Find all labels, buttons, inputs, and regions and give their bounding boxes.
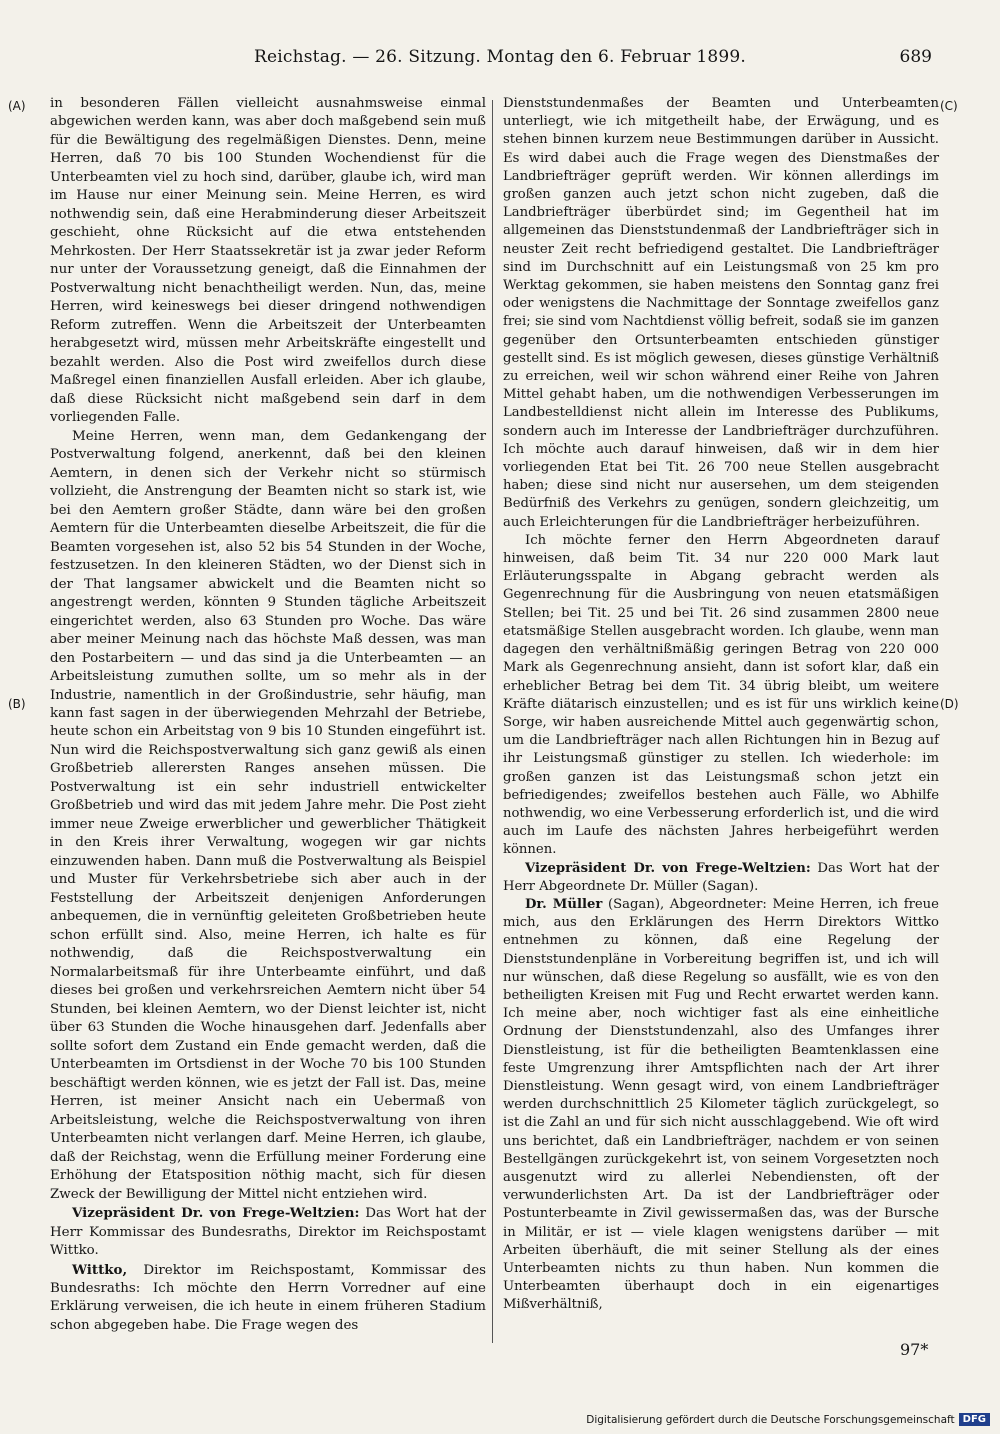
dfg-logo-icon: DFG bbox=[959, 1413, 990, 1426]
page-header bbox=[0, 0, 1000, 67]
margin-marker-c: (C) bbox=[940, 99, 958, 113]
margin-marker-b: (B) bbox=[8, 697, 26, 711]
footer bbox=[586, 1413, 990, 1426]
speech-text: Das Wort hat der Herr Kommissar des Bundesraths, Direktor im Reichspostamt Wittko. bbox=[50, 1206, 486, 1259]
speaker-name: Wittko, bbox=[72, 1261, 128, 1278]
right-column bbox=[503, 95, 939, 1315]
margin-marker-a: (A) bbox=[8, 99, 26, 113]
running-title: Reichstag. — 26. Sitzung. Montag den 6. Februar 1899. bbox=[253, 47, 747, 67]
margin-marker-d: (D) bbox=[940, 697, 959, 711]
column-divider bbox=[492, 100, 493, 1343]
speech-text: Das Wort hat der Herr Abgeordnete Dr. Müller (Sagan). bbox=[503, 860, 940, 894]
speaker-name: Dr. Müller bbox=[525, 896, 603, 912]
speaker-name: Vizepräsident Dr. von Frege-Weltzien: bbox=[525, 860, 811, 876]
paragraph: in besonderen Fällen vielleicht ausnahmsweise einmal abgewichen werden kann, was aber doch maßgebend sein muß für die Bewältigung des regelmäßigen Dienstes. Denn, meine Herren, daß 70 bis 100 Stunden Wochendienst für die Unterbeamten viel zu hoch sind, darüber, glaube ich, wird man im Hause nur einer Meinung sein. Meine Herren, es wird nothwendig sein, daß eine Herabminderung dieser Arbeitszeit geschieht, ohne Rücksicht auf die etwa entstehenden Mehrkosten. Der Herr Staatssekretär ist ja zwar jeder Reform nur unter der Voraussetzung geneigt, daß die Einnahmen der Postverwaltung nicht benachtheiligt werden. Nun, das, meine Herren, wird keineswegs bei dieser dringend nothwendigen Reform zutreffen. Wenn die Arbeitszeit der Unterbeamten herabgesetzt wird, müssen mehr Arbeitskräfte eingestellt und bezahlt werden. Also die Post wird zweifellos durch diese Maßregel einen finanziellen Ausfall erleiden. Aber ich glaube, daß diese Rücksicht nicht maßgebend sein darf in dem vorliegenden Falle. bbox=[50, 96, 486, 426]
page-number: 689 bbox=[899, 47, 932, 67]
speaker-name: Vizepräsident Dr. von Frege-Weltzien: bbox=[72, 1205, 360, 1222]
footer-text: Digitalisierung gefördert durch die Deutsche Forschungsgemeinschaft bbox=[586, 1413, 955, 1426]
paragraph: Dienststundenmaßes der Beamten und Unterbeamten unterliegt, wie ich mitgetheilt habe, der Erwägung, und es stehen binnen kurzem neue Bestimmungen darüber in Aussicht. Es wird dabei auch die Frage wegen des Dienstmaßes der Landbriefträger geprüft werden. Wir können allerdings im großen ganzen auch jetzt schon nicht zugeben, daß die Landbriefträger überbürdet sind; im Gegentheil hat im allgemeinen das Dienststundenmaß der Landbriefträger sich in neuster Zeit recht befriedigend gestaltet. Die Landbriefträger sind im Durchschnitt auf ein Leistungsmaß von 25 km pro Werktag gekommen, sie haben meistens den Sonntag ganz frei oder wenigstens die Nachmittage der Sonntage zweifellos ganz frei; sie sind vom Nachtdienst völlig befreit, sodaß sie im ganzen gegenüber den Ortsunterbeamten entschieden günstiger gestellt sind. Es ist möglich gewesen, dieses günstige Verhältniß zu erreichen, weil wir schon während einer Reihe von Jahren Mittel gehabt haben, um die nothwendigen Verbesserungen im Landbestelldienst nicht allein im Interesse des Publikums, sondern auch im Interesse der Landbriefträger durchzuführen. Ich möchte auch darauf hinweisen, daß wir in dem hier vorliegenden Etat bei Tit. 26 700 neue Stellen ausgebracht haben; diese sind nicht nur ausersehen, um dem steigenden Bedürfniß des Verkehrs zu genügen, sondern gleichzeitig, um auch Erleichterungen für die Landbriefträger herbeizuführen. bbox=[503, 96, 939, 530]
speech-text: Direktor im Reichspostamt, Kommissar des Bundesraths: Ich möchte den Herrn Vorredner auf eine Erklärung verweisen, die ich heute in einem früheren Stadium schon abgegeben habe. Die Frage wegen des bbox=[50, 1262, 486, 1333]
paragraph: Ich möchte ferner den Herrn Abgeordneten darauf hinweisen, daß beim Tit. 34 nur 220 000 Mark laut Erläuterungsspalte in Abgang gebracht werden als Gegenrechnung für die Ausbringung von neuen etatsmäßigen Stellen; bei Tit. 25 und bei Tit. 26 sind zusammen 2800 neue etatsmäßige Stellen ausgebracht worden. Ich glaube, wenn man dagegen den verhältnißmäßig geringen Betrag von 220 000 Mark als Gegenrechnung ansieht, dann ist sofort klar, daß ein erheblicher Betrag bei dem Tit. 34 übrig bleibt, um weitere Kräfte diätarisch einzustellen; und es ist für uns wirklich keine Sorge, wir haben ausreichende Mittel auch gegenwärtig schon, um die Landbriefträger nach allen Richtungen hin in Bezug auf ihr Leistungsmaß günstiger zu stellen. Ich wiederhole: im großen ganzen ist das Leistungsmaß schon jetzt ein befriedigendes; zweifellos bestehen auch Fälle, wo Abhilfe nothwendig, wo eine Verbesserung erforderlich ist, und die wird auch im Laufe des nächsten Jahres herbeigeführt werden können. bbox=[503, 532, 939, 858]
paragraph bbox=[50, 1261, 486, 1336]
paragraph bbox=[503, 860, 939, 896]
left-column bbox=[50, 95, 486, 1335]
paragraph bbox=[503, 896, 939, 1315]
speech-text: (Sagan), Abgeordneter: Meine Herren, ich freue mich, aus den Erklärungen des Herrn Direktors Wittko entnehmen zu können, daß eine Regelung der Dienststundenpläne in Vorbereitung begriffen ist, und ich will nur wünschen, daß diese Regelung so ausfällt, wie es von den betheiligten Kreisen mit Fug und Recht erwartet werden kann. Ich meine aber, noch wichtiger fast als eine einheitliche Ordnung der Dienststundenzahl, also des Umfanges ihrer Dienstleistung, ist für die betheiligten Beamtenklassen eine feste Umgrenzung ihrer Amtspflichten nach der Art ihrer Dienstleistung. Wenn gesagt wird, von einem Landbriefträger werden durchschnittlich 25 Kilometer täglich zurückgelegt, so ist die Zahl an und für sich nicht ausschlaggebend. Wie oft wird uns berichtet, daß ein Landbriefträger, nachdem er von seinen Bestellgängen zurückgekehrt ist, von seinem Vorgesetzten noch ausgenutzt wird zu allerlei Nebendiensten, oft der verwunderlichsten Art. Da ist der Landbriefträger oder Postunterbeamte in Zivil gewissermaßen das, was der Bursche in Militär, er ist — viele klagen wenigstens darüber — mit Arbeiten überhäuft, die mit seiner Stellung als der eines Unterbeamten nichts zu thun haben. Nun kommen die Unterbeamten überhaupt doch in ein eigenartiges Mißverhältniß, bbox=[503, 896, 939, 1313]
paragraph bbox=[50, 1204, 486, 1260]
signature-mark: 97* bbox=[900, 1340, 929, 1359]
paragraph: Meine Herren, wenn man, dem Gedankengang der Postverwaltung folgend, anerkennt, daß bei den kleinen Aemtern, in denen sich der Verkehr nicht so stürmisch vollzieht, die Anstrengung der Beamten nicht so stark ist, wie bei den Aemtern großer Städte, dann wäre bei den großen Aemtern für die Unterbeamten dieselbe Arbeitszeit, die für die Beamten vorgesehen ist, also 52 bis 54 Stunden in der Woche, festzusetzen. In den kleineren Städten, wo der Dienst sich in der That langsamer abwickelt und die Beamten nicht so angestrengt werden, könnten 9 Stunden tägliche Arbeitszeit eingerichtet werden, also 63 Stunden pro Woche. Das wäre aber meiner Meinung nach das höchste Maß dessen, was man den Postarbeitern — und das sind ja die Unterbeamten — an Arbeitsleistung zumuthen sollte, um so mehr als in der Industrie, namentlich in der Großindustrie, sehr häufig, man kann fast sagen in der überwiegenden Mehrzahl der Betriebe, heute schon ein Arbeitstag von 9 bis 10 Stunden eingeführt ist. Nun wird die Reichspostverwaltung sich ganz gewiß als einen Großbetrieb allerersten Ranges ansehen müssen. Die Postverwaltung ist ein sehr industriell entwickelter Großbetrieb und wird das mit jedem Jahre mehr. Die Post zieht immer neue Zweige erwerblicher und gewerblicher Thätigkeit in den Kreis ihrer Verwaltung, wogegen wir gar nichts einzuwenden haben. Dann muß die Postverwaltung als Beispiel und Muster für Verkehrsbetriebe sich aber auch in der Feststellung der Arbeitszeit denjenigen Anforderungen anbequemen, die in vernünftig geleiteten Großbetrieben heute schon erfüllt sind. Also, meine Herren, ich halte es für nothwendig, daß die Reichspostverwaltung ein Normalarbeitsmaß für ihre Unterbeamte einführt, und daß dieses bei großen und verkehrsreichen Aemtern nicht über 54 Stunden, bei kleinen Aemtern, wo der Dienst leichter ist, nicht über 63 Stunden die Woche hinausgehen darf. Jedenfalls aber sollte sofort dem Zustand ein Ende gemacht werden, daß die Unterbeamten im Ortsdienst in der Woche 70 bis 100 Stunden beschäftigt werden können, wie es jetzt der Fall ist. Das, meine Herren, ist meiner Ansicht nach ein Uebermaß von Arbeitsleistung, welche die Reichspostverwaltung von ihren Unterbeamten nicht verlangen darf. Meine Herren, ich glaube, daß der Reichstag, wenn die Erfüllung meiner Forderung eine Erhöhung der Etatsposition nöthig macht, sich für diesen Zweck der Bewilligung der Mittel nicht entziehen wird. bbox=[50, 428, 486, 1202]
